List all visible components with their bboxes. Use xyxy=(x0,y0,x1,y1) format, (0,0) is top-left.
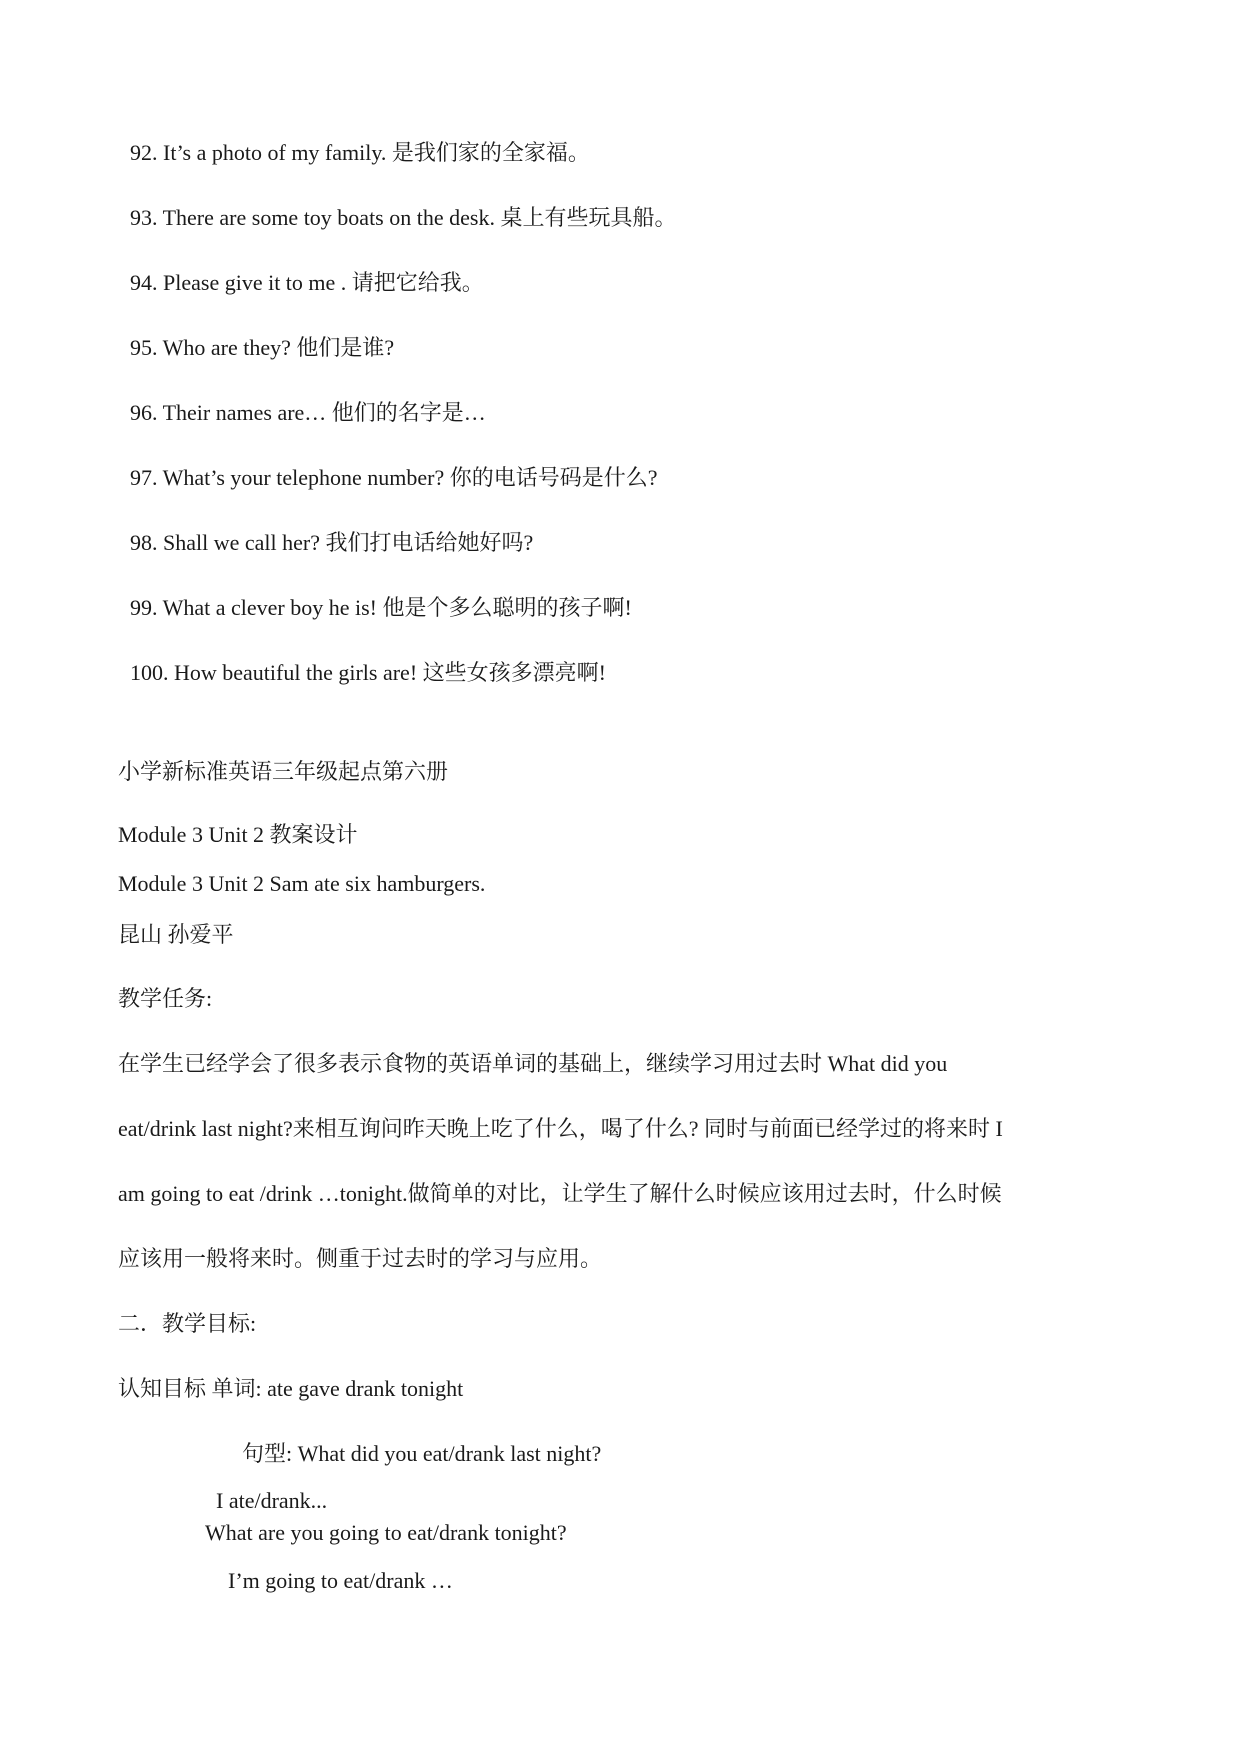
sentence-94: 94. Please give it to me . 请把它给我。 xyxy=(130,270,484,295)
book-title: 小学新标准英语三年级起点第六册 xyxy=(118,759,449,784)
goals-sentence-pattern: 句型: What did you eat/drank last night? xyxy=(242,1441,602,1466)
task-line-3: am going to eat /drink …tonight.做简单的对比，让学生了解什么时候应该用过去时，什么时候 xyxy=(118,1181,1002,1206)
sentence-92: 92. It’s a photo of my family. 是我们家的全家福。 xyxy=(130,140,590,165)
task-heading: 教学任务: xyxy=(118,986,213,1011)
task-line-2: eat/drink last night?来相互询问昨天晚上吃了什么，喝了什么? 同时与前面已经学过的将来时 I xyxy=(118,1116,1003,1141)
sentence-95: 95. Who are they? 他们是谁? xyxy=(130,335,395,360)
sentence-99: 99. What a clever boy he is! 他是个多么聪明的孩子啊! xyxy=(130,595,632,620)
goals-line-2: I ate/drank... xyxy=(216,1488,328,1513)
task-line-1: 在学生已经学会了很多表示食物的英语单词的基础上，继续学习用过去时 What did you xyxy=(118,1051,948,1076)
sentence-100: 100. How beautiful the girls are! 这些女孩多漂亮啊! xyxy=(130,660,606,685)
goals-line-4: I’m going to eat/drank … xyxy=(228,1568,453,1593)
sentence-97: 97. What’s your telephone number? 你的电话号码是什么? xyxy=(130,465,658,490)
sentence-93: 93. There are some toy boats on the desk. 桌上有些玩具船。 xyxy=(130,205,677,230)
lesson-title: Module 3 Unit 2 Sam ate six hamburgers. xyxy=(118,871,486,896)
author-line: 昆山 孙爱平 xyxy=(118,922,234,947)
goals-heading: 二．教学目标: xyxy=(118,1311,257,1336)
sentence-96: 96. Their names are… 他们的名字是… xyxy=(130,400,486,425)
lesson-heading: Module 3 Unit 2 教案设计 xyxy=(118,822,358,847)
goals-words: 认知目标 单词: ate gave drank tonight xyxy=(118,1376,464,1401)
task-line-4: 应该用一般将来时。侧重于过去时的学习与应用。 xyxy=(118,1246,603,1271)
sentence-98: 98. Shall we call her? 我们打电话给她好吗? xyxy=(130,530,534,555)
goals-line-3: What are you going to eat/drank tonight? xyxy=(205,1520,567,1545)
